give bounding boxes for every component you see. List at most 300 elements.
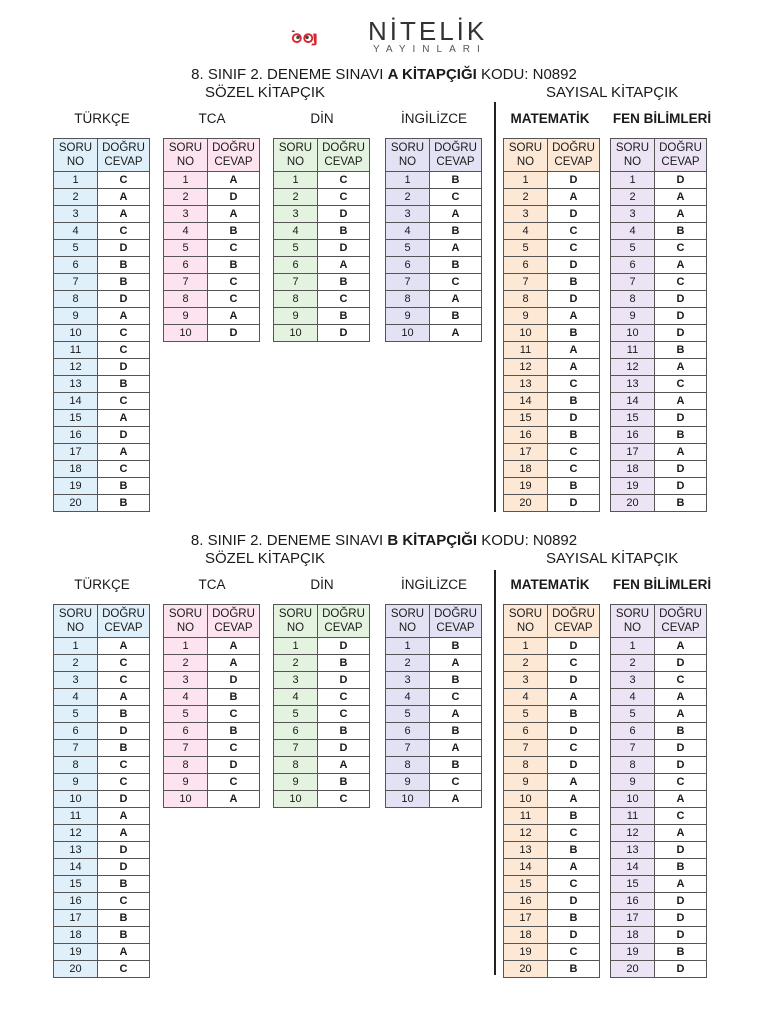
question-number: 1 — [386, 638, 430, 655]
header-soru-no: SORU NO — [386, 139, 430, 172]
question-number: 6 — [386, 257, 430, 274]
question-number: 18 — [611, 461, 655, 478]
correct-answer: A — [98, 825, 150, 842]
header-soru-no: SORU NO — [274, 605, 318, 638]
correct-answer: B — [98, 376, 150, 393]
correct-answer: D — [548, 206, 600, 223]
question-number: 13 — [54, 842, 98, 859]
correct-answer: C — [98, 893, 150, 910]
correct-answer: D — [655, 961, 707, 978]
correct-answer: D — [655, 478, 707, 495]
question-number: 5 — [54, 240, 98, 257]
question-number: 6 — [611, 723, 655, 740]
question-number: 3 — [611, 206, 655, 223]
question-number: 3 — [504, 206, 548, 223]
correct-answer: A — [655, 825, 707, 842]
correct-answer: C — [98, 655, 150, 672]
answer-key-header — [54, 139, 150, 172]
header-soru-no: SORU NO — [274, 139, 318, 172]
table-row — [504, 961, 600, 978]
question-number: 8 — [386, 291, 430, 308]
question-number: 10 — [274, 325, 318, 342]
correct-answer: A — [655, 638, 707, 655]
table-row — [504, 706, 600, 723]
table-row — [274, 706, 370, 723]
subject-title: İNGİLİZCE — [400, 111, 467, 126]
table-row — [274, 325, 370, 342]
question-number: 9 — [274, 308, 318, 325]
question-number: 6 — [611, 257, 655, 274]
question-number: 13 — [611, 376, 655, 393]
correct-answer: D — [655, 927, 707, 944]
question-number: 10 — [54, 791, 98, 808]
table-row — [274, 723, 370, 740]
table-row — [504, 638, 600, 655]
sozel-label: SÖZEL KİTAPÇIK — [205, 550, 326, 567]
question-number: 5 — [54, 706, 98, 723]
table-row — [611, 791, 707, 808]
question-number: 5 — [274, 706, 318, 723]
question-number: 12 — [54, 359, 98, 376]
question-number: 20 — [504, 961, 548, 978]
question-number: 10 — [164, 325, 208, 342]
question-number: 10 — [54, 325, 98, 342]
question-number: 12 — [504, 359, 548, 376]
table-row — [611, 325, 707, 342]
table-row — [504, 172, 600, 189]
correct-answer: B — [98, 495, 150, 512]
table-row — [274, 757, 370, 774]
table-row — [54, 910, 150, 927]
table-row — [164, 655, 260, 672]
table-row — [504, 444, 600, 461]
correct-answer: D — [655, 655, 707, 672]
answer-key-table — [503, 138, 600, 512]
correct-answer: D — [548, 723, 600, 740]
question-number: 17 — [504, 910, 548, 927]
question-number: 1 — [504, 172, 548, 189]
question-number: 8 — [274, 291, 318, 308]
question-number: 2 — [54, 655, 98, 672]
table-row — [274, 740, 370, 757]
sozel-label: SÖZEL KİTAPÇIK — [205, 84, 326, 101]
correct-answer: C — [98, 774, 150, 791]
table-row — [274, 672, 370, 689]
subject-title: DİN — [310, 111, 334, 126]
answer-key-header — [164, 605, 260, 638]
question-number: 14 — [54, 393, 98, 410]
correct-answer: D — [98, 723, 150, 740]
question-number: 15 — [54, 410, 98, 427]
table-row — [164, 206, 260, 223]
correct-answer: C — [208, 274, 260, 291]
table-row — [164, 291, 260, 308]
table-row — [54, 444, 150, 461]
correct-answer: B — [430, 638, 482, 655]
question-number: 9 — [611, 308, 655, 325]
correct-answer: D — [98, 859, 150, 876]
booklet-title: 8. SINIF 2. DENEME SINAVI B KİTAPÇIĞI KODU: N0892 — [190, 532, 578, 549]
correct-answer: D — [208, 672, 260, 689]
table-row — [611, 359, 707, 376]
question-number: 5 — [386, 240, 430, 257]
correct-answer: D — [318, 325, 370, 342]
question-number: 11 — [54, 808, 98, 825]
correct-answer: B — [655, 723, 707, 740]
table-row — [611, 172, 707, 189]
correct-answer: A — [548, 689, 600, 706]
correct-answer: A — [548, 342, 600, 359]
table-row — [504, 274, 600, 291]
table-row — [611, 876, 707, 893]
table-row — [611, 291, 707, 308]
table-row — [504, 342, 600, 359]
correct-answer: D — [548, 257, 600, 274]
table-row — [386, 325, 482, 342]
question-number: 6 — [504, 257, 548, 274]
table-row — [504, 206, 600, 223]
correct-answer: C — [318, 172, 370, 189]
correct-answer: A — [208, 655, 260, 672]
correct-answer: B — [548, 842, 600, 859]
correct-answer: C — [548, 655, 600, 672]
table-row — [54, 961, 150, 978]
correct-answer: C — [208, 240, 260, 257]
correct-answer: C — [655, 376, 707, 393]
correct-answer: C — [208, 740, 260, 757]
subject-title: FEN BİLİMLERİ — [612, 111, 712, 126]
question-number: 4 — [54, 689, 98, 706]
correct-answer: D — [548, 172, 600, 189]
question-number: 6 — [274, 257, 318, 274]
question-number: 2 — [386, 189, 430, 206]
correct-answer: C — [655, 774, 707, 791]
table-row — [274, 257, 370, 274]
table-row — [386, 791, 482, 808]
question-number: 9 — [504, 774, 548, 791]
table-row — [611, 444, 707, 461]
table-row — [386, 206, 482, 223]
table-row — [504, 689, 600, 706]
correct-answer: A — [98, 808, 150, 825]
header-dogru-cevap: DOĞRU CEVAP — [430, 139, 482, 172]
question-number: 16 — [504, 893, 548, 910]
question-number: 2 — [386, 655, 430, 672]
table-row — [164, 189, 260, 206]
table-row — [504, 240, 600, 257]
table-row — [54, 257, 150, 274]
table-row — [611, 638, 707, 655]
correct-answer: B — [430, 223, 482, 240]
question-number: 6 — [164, 257, 208, 274]
question-number: 8 — [54, 291, 98, 308]
answer-key-table — [53, 604, 150, 978]
question-number: 11 — [504, 342, 548, 359]
table-row — [164, 257, 260, 274]
question-number: 17 — [54, 910, 98, 927]
table-row — [54, 172, 150, 189]
subject-title: FEN BİLİMLERİ — [612, 577, 712, 592]
correct-answer: C — [548, 240, 600, 257]
correct-answer: B — [548, 478, 600, 495]
question-number: 15 — [611, 410, 655, 427]
correct-answer: C — [655, 672, 707, 689]
question-number: 13 — [504, 842, 548, 859]
correct-answer: C — [318, 689, 370, 706]
correct-answer: B — [430, 723, 482, 740]
table-row — [611, 944, 707, 961]
sayisal-label: SAYISAL KİTAPÇIK — [546, 550, 679, 567]
question-number: 3 — [54, 672, 98, 689]
answer-key-header — [164, 139, 260, 172]
header-soru-no: SORU NO — [54, 605, 98, 638]
correct-answer: B — [208, 723, 260, 740]
question-number: 10 — [386, 325, 430, 342]
table-row — [54, 927, 150, 944]
table-row — [164, 240, 260, 257]
question-number: 13 — [54, 376, 98, 393]
question-number: 9 — [274, 774, 318, 791]
correct-answer: D — [548, 495, 600, 512]
table-row — [611, 410, 707, 427]
correct-answer: A — [430, 740, 482, 757]
question-number: 3 — [164, 206, 208, 223]
correct-answer: C — [548, 876, 600, 893]
question-number: 3 — [274, 672, 318, 689]
question-number: 1 — [611, 172, 655, 189]
table-row — [164, 706, 260, 723]
header-soru-no: SORU NO — [164, 139, 208, 172]
table-row — [54, 223, 150, 240]
table-row — [504, 825, 600, 842]
correct-answer: A — [548, 308, 600, 325]
question-number: 15 — [611, 876, 655, 893]
table-row — [611, 808, 707, 825]
table-row — [164, 672, 260, 689]
correct-answer: B — [208, 257, 260, 274]
correct-answer: A — [655, 206, 707, 223]
nitelik-logo — [290, 14, 366, 60]
correct-answer: A — [98, 444, 150, 461]
table-row — [164, 791, 260, 808]
correct-answer: A — [430, 706, 482, 723]
question-number: 9 — [54, 774, 98, 791]
question-number: 19 — [611, 944, 655, 961]
correct-answer: C — [208, 706, 260, 723]
table-row — [386, 723, 482, 740]
correct-answer: C — [98, 961, 150, 978]
table-row — [504, 876, 600, 893]
correct-answer: A — [655, 876, 707, 893]
correct-answer: D — [98, 291, 150, 308]
correct-answer: B — [430, 308, 482, 325]
correct-answer: C — [98, 325, 150, 342]
correct-answer: C — [430, 689, 482, 706]
table-row — [504, 461, 600, 478]
table-row — [274, 774, 370, 791]
correct-answer: C — [430, 189, 482, 206]
table-row — [386, 638, 482, 655]
table-row — [54, 944, 150, 961]
table-row — [504, 927, 600, 944]
correct-answer: B — [655, 342, 707, 359]
brand-name: NİTELİK — [368, 16, 488, 46]
table-row — [274, 240, 370, 257]
question-number: 19 — [611, 478, 655, 495]
table-row — [386, 655, 482, 672]
question-number: 1 — [274, 172, 318, 189]
table-row — [164, 723, 260, 740]
question-number: 16 — [611, 893, 655, 910]
table-row — [54, 274, 150, 291]
question-number: 3 — [611, 672, 655, 689]
correct-answer: B — [548, 325, 600, 342]
question-number: 7 — [611, 740, 655, 757]
question-number: 1 — [54, 638, 98, 655]
correct-answer: A — [208, 206, 260, 223]
question-number: 10 — [504, 325, 548, 342]
table-row — [274, 172, 370, 189]
question-number: 4 — [504, 223, 548, 240]
correct-answer: D — [208, 325, 260, 342]
table-row — [386, 672, 482, 689]
answer-key-header — [386, 139, 482, 172]
table-row — [611, 461, 707, 478]
question-number: 8 — [164, 757, 208, 774]
correct-answer: D — [655, 172, 707, 189]
table-row — [611, 774, 707, 791]
table-row — [54, 842, 150, 859]
question-number: 2 — [54, 189, 98, 206]
question-number: 2 — [611, 655, 655, 672]
table-row — [274, 189, 370, 206]
question-number: 3 — [164, 672, 208, 689]
question-number: 16 — [504, 427, 548, 444]
answer-key-header — [611, 605, 707, 638]
table-row — [54, 393, 150, 410]
correct-answer: D — [655, 291, 707, 308]
header-dogru-cevap: DOĞRU CEVAP — [98, 139, 150, 172]
correct-answer: B — [98, 257, 150, 274]
table-row — [54, 410, 150, 427]
correct-answer: A — [655, 444, 707, 461]
correct-answer: B — [318, 308, 370, 325]
table-row — [504, 325, 600, 342]
table-row — [54, 825, 150, 842]
header-dogru-cevap: DOĞRU CEVAP — [318, 139, 370, 172]
subject-title: TÜRKÇE — [74, 111, 130, 126]
correct-answer: D — [655, 461, 707, 478]
question-number: 8 — [611, 291, 655, 308]
correct-answer: D — [655, 757, 707, 774]
question-number: 2 — [611, 189, 655, 206]
correct-answer: A — [98, 189, 150, 206]
question-number: 1 — [164, 638, 208, 655]
correct-answer: A — [655, 689, 707, 706]
table-row — [611, 342, 707, 359]
correct-answer: C — [98, 672, 150, 689]
question-number: 15 — [504, 876, 548, 893]
question-number: 6 — [274, 723, 318, 740]
table-row — [274, 291, 370, 308]
answer-key-header — [386, 605, 482, 638]
booklet-section — [0, 66, 768, 526]
table-row — [164, 172, 260, 189]
correct-answer: C — [98, 342, 150, 359]
question-number: 5 — [386, 706, 430, 723]
correct-answer: D — [208, 189, 260, 206]
correct-answer: D — [655, 410, 707, 427]
table-row — [164, 740, 260, 757]
correct-answer: A — [655, 359, 707, 376]
question-number: 5 — [611, 240, 655, 257]
table-row — [54, 757, 150, 774]
correct-answer: B — [318, 274, 370, 291]
table-row — [54, 723, 150, 740]
question-number: 10 — [504, 791, 548, 808]
question-number: 7 — [274, 274, 318, 291]
correct-answer: D — [548, 672, 600, 689]
table-row — [386, 291, 482, 308]
question-number: 20 — [54, 495, 98, 512]
correct-answer: A — [98, 689, 150, 706]
question-number: 7 — [504, 274, 548, 291]
table-row — [54, 876, 150, 893]
header-soru-no: SORU NO — [504, 605, 548, 638]
correct-answer: C — [548, 740, 600, 757]
table-row — [611, 842, 707, 859]
section-divider — [494, 102, 496, 512]
correct-answer: B — [655, 427, 707, 444]
correct-answer: C — [318, 189, 370, 206]
question-number: 7 — [386, 274, 430, 291]
correct-answer: C — [655, 274, 707, 291]
question-number: 3 — [54, 206, 98, 223]
table-row — [504, 257, 600, 274]
correct-answer: B — [430, 757, 482, 774]
table-row — [386, 774, 482, 791]
correct-answer: C — [318, 706, 370, 723]
correct-answer: A — [208, 308, 260, 325]
table-row — [611, 393, 707, 410]
answer-key-header — [274, 139, 370, 172]
correct-answer: D — [98, 791, 150, 808]
question-number: 10 — [611, 791, 655, 808]
header-soru-no: SORU NO — [611, 139, 655, 172]
correct-answer: B — [318, 723, 370, 740]
correct-answer: B — [318, 223, 370, 240]
question-number: 8 — [54, 757, 98, 774]
question-number: 4 — [274, 689, 318, 706]
question-number: 14 — [611, 393, 655, 410]
question-number: 12 — [611, 825, 655, 842]
correct-answer: B — [318, 655, 370, 672]
table-row — [54, 291, 150, 308]
question-number: 19 — [504, 478, 548, 495]
question-number: 1 — [611, 638, 655, 655]
correct-answer: D — [98, 359, 150, 376]
subject-title: MATEMATİK — [510, 111, 590, 126]
header-soru-no: SORU NO — [164, 605, 208, 638]
answer-key-table — [385, 138, 482, 342]
correct-answer: D — [318, 740, 370, 757]
correct-answer: D — [655, 910, 707, 927]
table-row — [611, 859, 707, 876]
correct-answer: C — [548, 376, 600, 393]
correct-answer: B — [98, 740, 150, 757]
question-number: 15 — [504, 410, 548, 427]
table-row — [611, 825, 707, 842]
